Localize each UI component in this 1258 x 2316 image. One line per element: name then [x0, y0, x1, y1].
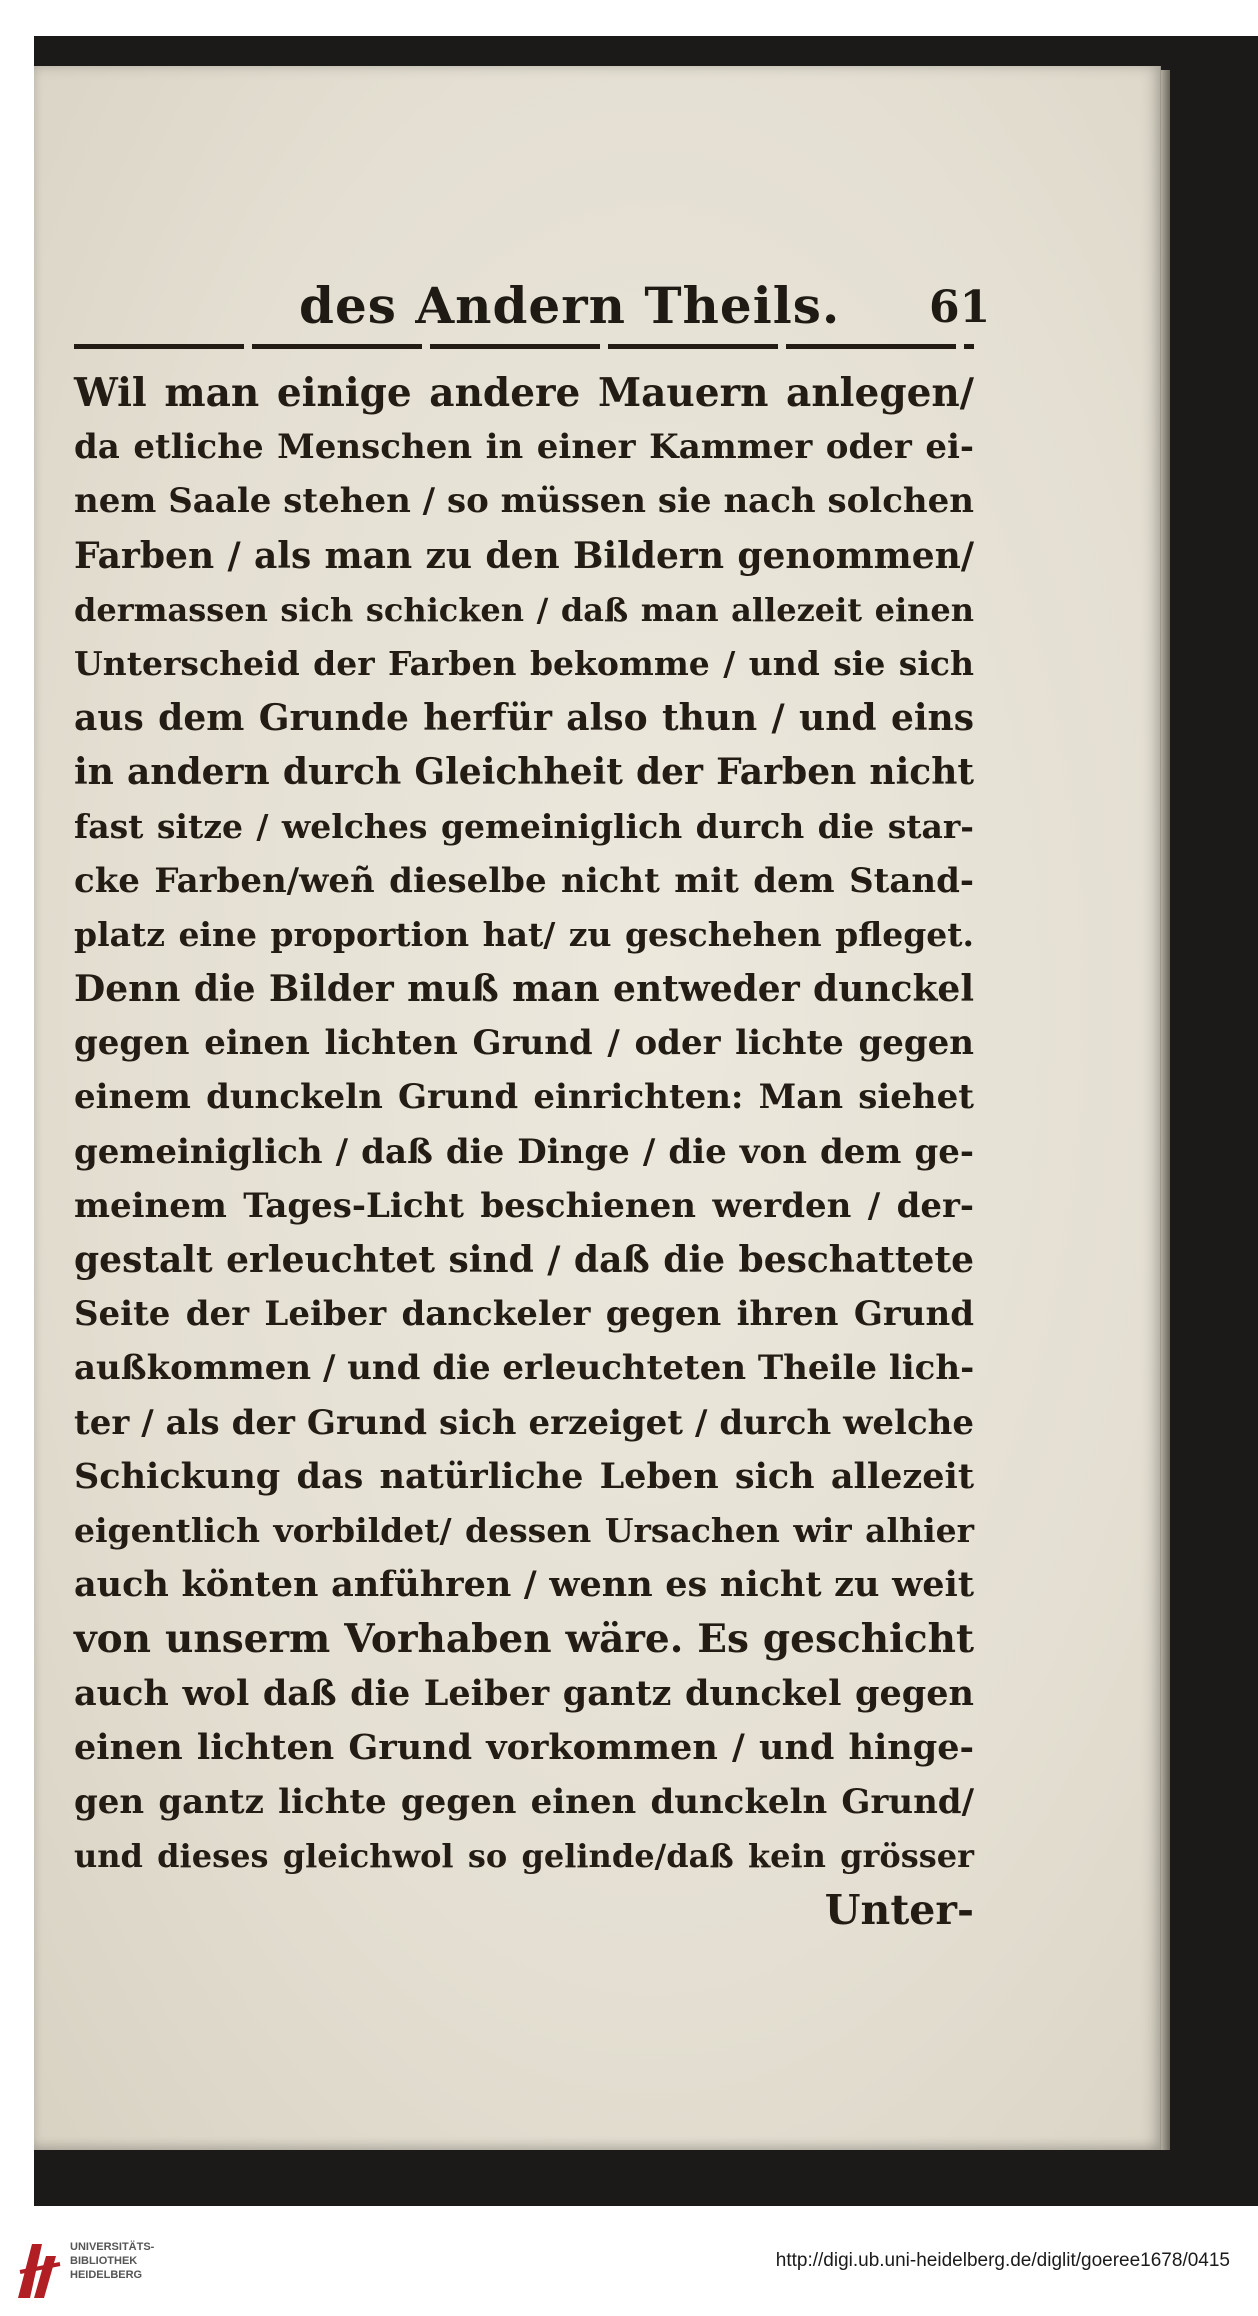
footer-bar	[0, 2222, 1258, 2316]
text-line: gen gantz lichte gegen einen dunckeln Grund/	[74, 1781, 974, 1822]
body-text	[74, 366, 974, 1937]
text-line: gegen einen lichten Grund / oder lichte gegen	[74, 1023, 974, 1064]
text-line: Wil man einige andere Mauern anlegen/	[74, 370, 974, 416]
text-line: cke Farben/weñ dieselbe nicht mit dem Stand-	[74, 860, 974, 901]
text-line: einem dunckeln Grund einrichten: Man siehet	[74, 1077, 974, 1118]
running-head	[74, 272, 991, 352]
text-line: gemeiniglich / daß die Dinge / die von dem ge-	[74, 1131, 974, 1172]
text-line: von unserm Vorhaben wäre. Es geschicht	[74, 1616, 974, 1663]
text-line: einen lichten Grund vorkommen / und hinge-	[74, 1726, 974, 1768]
text-line: auch wol daß die Leiber gantz dunckel gegen	[74, 1672, 974, 1714]
header-rule	[74, 344, 974, 349]
text-line: Unterscheid der Farben bekomme / und sie sich	[74, 643, 974, 683]
library-logo[interactable]	[12, 2234, 162, 2304]
catchword: Unter-	[824, 1886, 974, 1935]
text-line: ter / als der Grund sich erzeiget / durch welche	[74, 1402, 974, 1443]
source-url[interactable]: http://digi.ub.uni-heidelberg.de/diglit/goeree1678/0415	[775, 2250, 1230, 2271]
text-line: Seite der Leiber danckeler gegen ihren Grund	[74, 1294, 974, 1335]
text-line: aus dem Grunde herfür also thun / und eins	[74, 697, 974, 740]
text-line: da etliche Menschen in einer Kammer oder ei-	[74, 427, 974, 468]
page-edge	[1160, 70, 1170, 2150]
text-line: gestalt erleuchtet sind / daß die beschattete	[74, 1239, 974, 1281]
text-line: meinem Tages-Licht beschienen werden / der-	[74, 1185, 974, 1226]
library-name-line: BIBLIOTHEK	[70, 2255, 138, 2267]
text-line: außkommen / und die erleuchteten Theile lich-	[74, 1348, 975, 1389]
text-line: Denn die Bilder muß man entweder dunckel	[74, 968, 974, 1011]
text-line: auch könten anführen / wenn es nicht zu weit	[74, 1564, 974, 1606]
page-number: 61	[929, 282, 991, 333]
text-line: fast sitze / welches gemeiniglich durch die star-	[74, 806, 974, 846]
text-line: Schickung das natürliche Leben sich allezeit	[74, 1455, 974, 1497]
library-logo-icon	[12, 2234, 66, 2304]
text-line: nem Saale stehen / so müssen sie nach solchen	[74, 481, 974, 522]
library-name-line: HEIDELBERG	[70, 2269, 143, 2281]
text-line: in andern durch Gleichheit der Farben nicht	[74, 751, 974, 794]
text-line: und dieses gleichwol so gelinde/daß kein grösser	[74, 1837, 974, 1876]
text-line: eigentlich vorbildet/ dessen Ursachen wir alhier	[74, 1510, 974, 1550]
running-title: des Andern Theils.	[299, 276, 841, 335]
library-name-line: UNIVERSITÄTS-	[70, 2241, 155, 2253]
book-page	[34, 66, 1161, 2150]
text-line: dermassen sich schicken / daß man allezeit einen	[74, 590, 974, 629]
text-line: platz eine proportion hat/ zu geschehen pfleget.	[74, 914, 974, 954]
text-line: Farben / als man zu den Bildern genommen/	[74, 534, 974, 577]
library-name	[70, 2240, 180, 2282]
